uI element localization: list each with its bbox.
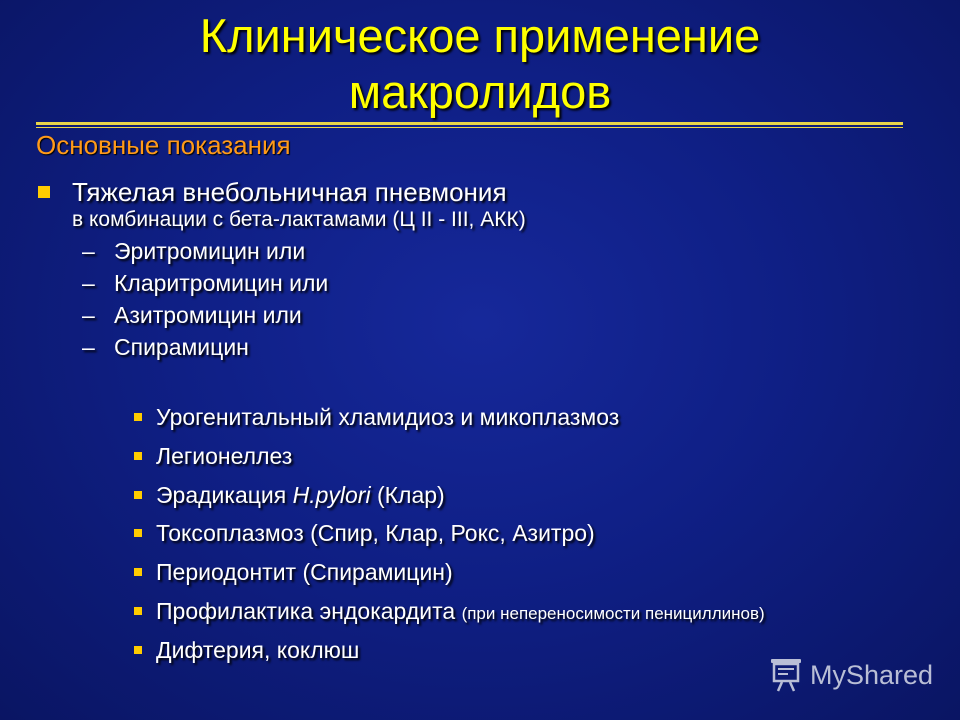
projector-screen-icon: [768, 658, 804, 692]
main-indication-detail: в комбинации с бета-лактамами (Ц II - III, АКК): [72, 208, 526, 231]
square-bullet-icon: [134, 607, 142, 615]
indication-text: Токсоплазмоз (Спир, Клар, Рокс, Азитро): [156, 520, 595, 547]
indication-text: [156, 480, 445, 510]
watermark-text: MyShared: [810, 660, 934, 690]
indication-prefix: Эрадикация: [156, 481, 293, 508]
pathogen-name: H.pylori: [292, 481, 371, 508]
square-bullet-icon: [134, 529, 142, 537]
dash-bullet-icon: –: [82, 302, 95, 328]
indication-suffix: (Клар): [370, 481, 445, 508]
title-divider-thin: [36, 127, 903, 128]
square-bullet-icon: [134, 491, 142, 499]
square-bullet-icon: [134, 413, 142, 421]
indication-main: Профилактика эндокардита: [156, 597, 462, 624]
main-indication-title: Тяжелая внебольничная пневмония: [72, 177, 507, 207]
square-bullet-icon: [38, 186, 50, 198]
square-bullet-icon: [134, 646, 142, 654]
indication-text: Периодонтит (Спирамицин): [156, 559, 453, 586]
slide-title: [0, 8, 960, 120]
dash-bullet-icon: –: [82, 334, 95, 360]
title-divider-thick: [36, 122, 903, 125]
section-subtitle: Основные показания: [36, 130, 291, 160]
indication-text: [156, 596, 765, 629]
square-bullet-icon: [134, 452, 142, 460]
dash-bullet-icon: –: [82, 238, 95, 264]
indication-text: Урогенитальный хламидиоз и микоплазмоз: [156, 404, 620, 430]
dash-bullet-icon: –: [82, 270, 95, 296]
indication-note: (при непереносимости пенициллинов): [461, 603, 765, 623]
drug-name: Эритромицин или: [114, 238, 306, 264]
title-line-1: Клиническое применение: [199, 9, 761, 62]
square-bullet-icon: [134, 568, 142, 576]
indication-text: Легионеллез: [156, 442, 293, 469]
drug-name: Спирамицин: [114, 334, 249, 360]
drug-name: Кларитромицин или: [114, 270, 329, 296]
title-line-2: макролидов: [348, 65, 612, 118]
indication-text: Дифтерия, коклюш: [156, 636, 360, 663]
drug-name: Азитромицин или: [114, 302, 302, 328]
